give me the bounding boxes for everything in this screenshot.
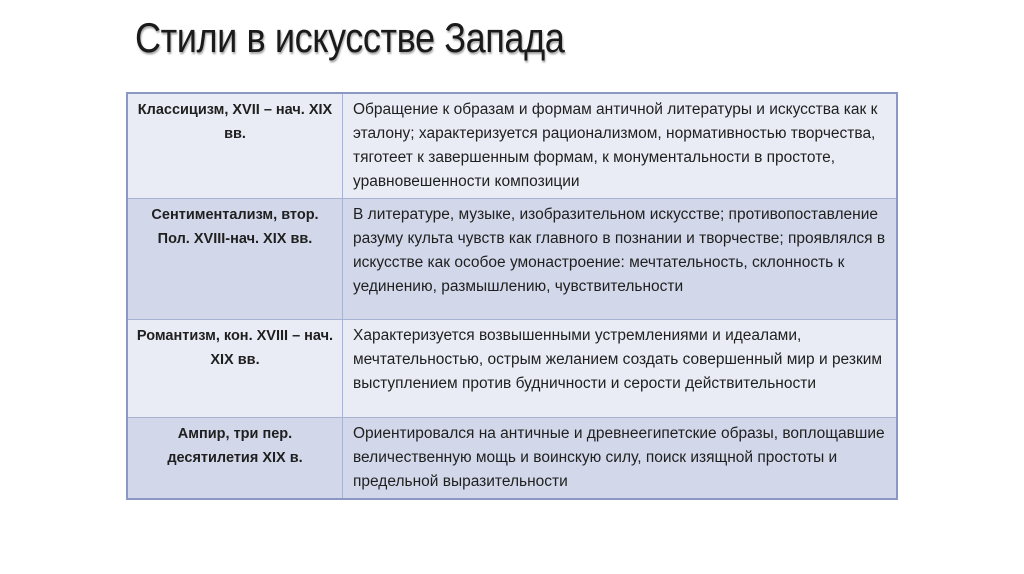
style-description-cell: Ориентировался на античные и древнеегипетские образы, воплощавшие величественную мощь и воинскую силу, поиск изящной простоты и предельной выразительности bbox=[343, 418, 898, 500]
art-styles-table bbox=[126, 92, 898, 500]
table-row bbox=[127, 418, 897, 500]
style-description-cell: Характеризуется возвышенными устремлениями и идеалами, мечтательностью, острым желанием создать совершенный мир и резким выступлением против будничности и серости действительности bbox=[343, 320, 898, 418]
style-name-cell: Романтизм, кон. XVIII – нач. XIX вв. bbox=[127, 320, 343, 418]
style-name-cell: Ампир, три пер. десятилетия XIX в. bbox=[127, 418, 343, 500]
style-name-cell: Классицизм, XVII – нач. XIX вв. bbox=[127, 93, 343, 199]
table-row bbox=[127, 93, 897, 199]
style-name-cell: Сентиментализм, втор. Пол. XVIII-нач. XIX вв. bbox=[127, 199, 343, 320]
slide-title: Стили в искусстве Запада bbox=[135, 14, 565, 61]
table-row bbox=[127, 199, 897, 320]
style-description-cell: Обращение к образам и формам античной литературы и искусства как к эталону; характеризуется рационализмом, нормативностью творчества, тяготеет к завершенным формам, к монументальности в простоте, уравновешенности композиции bbox=[343, 93, 898, 199]
table-row bbox=[127, 320, 897, 418]
style-description-cell: В литературе, музыке, изобразительном искусстве; противопоставление разуму культа чувств как главного в познании и творчестве; проявлялся в искусстве как особое умонастроение: мечтательность, склонность к уединению, размышлению, чувствительности bbox=[343, 199, 898, 320]
